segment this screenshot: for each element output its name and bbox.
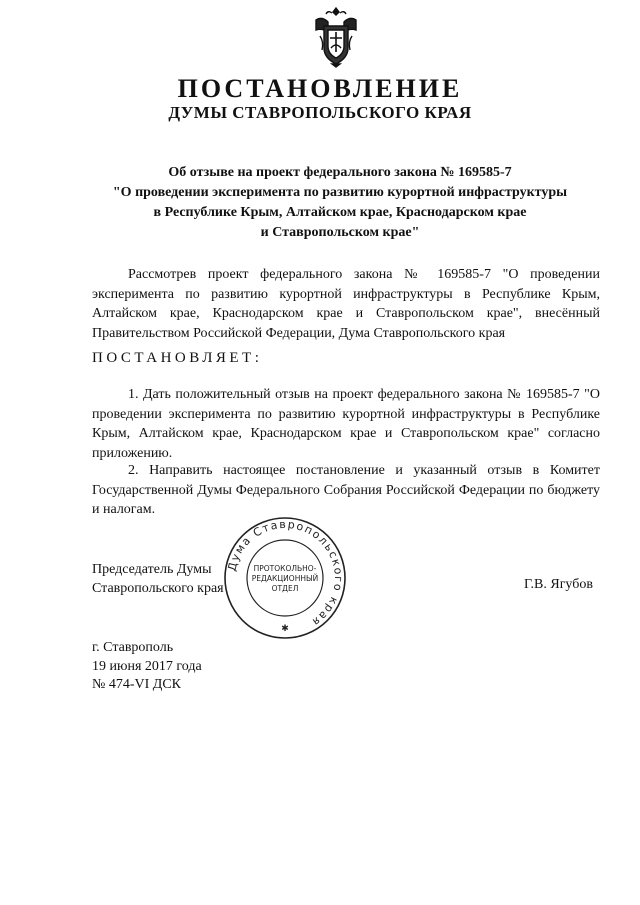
stamp-outer-text: Дума Ставропольского края [225, 517, 346, 630]
issue-city: г. Ставрополь [92, 640, 174, 655]
stamp-inner-line: ОТДЕЛ [271, 584, 299, 593]
decree-item-2: 2. Направить настоящее постановление и указанный отзыв в Комитет Государственной Думы Федерального Собрания Российской Федерации по бюджету и налогам. [92, 463, 600, 517]
document-subject [60, 163, 620, 243]
position-line: Председатель Думы [92, 562, 212, 577]
document-number: № 474-VI ДСК [92, 677, 182, 692]
document-title: ПОСТАНОВЛЕНИЕ [177, 74, 463, 103]
star-icon: ✱ [281, 623, 289, 633]
stamp-inner-line: РЕДАКЦИОННЫЙ [251, 574, 319, 583]
signatory-name: Г.В. Ягубов [524, 577, 593, 592]
official-stamp [222, 515, 348, 641]
signatory-position [92, 560, 224, 598]
coat-of-arms-icon [312, 6, 360, 68]
decree-item-1: 1. Дать положительный отзыв на проект федерального закона № 169585-7 "О проведении эксперимента по развитию курортной инфраструктуры в Республике Крым, Алтайском крае, Краснодарском крае и Ставропольском крае" согласно приложению. [92, 387, 600, 461]
document-footer [92, 639, 202, 695]
issue-date: 19 июня 2017 года [92, 658, 202, 674]
decree-heading: ПОСТАНОВЛЯЕТ: [92, 350, 263, 366]
subject-line: в Республике Крым, Алтайском крае, Краснодарском крае [153, 205, 527, 220]
subject-line: и Ставропольском крае" [260, 225, 420, 240]
document-subtitle: ДУМЫ СТАВРОПОЛЬСКОГО КРАЯ [168, 103, 472, 122]
position-line: Ставропольского края [92, 581, 224, 596]
subject-line: "О проведении эксперимента по развитию курортной инфраструктуры [112, 185, 568, 200]
subject-line: Об отзыве на проект федерального закона № 169585-7 [168, 165, 512, 180]
preamble-paragraph: Рассмотрев проект федерального закона № 169585-7 "О проведении эксперимента по развитию курортной инфраструктуры в Республике Крым, Алтайском крае, Краснодарском крае и Ставропольском крае", внесённый Правительством Российской Федерации, Дума Ставропольского края [92, 267, 600, 341]
stamp-inner-line: ПРОТОКОЛЬНО- [253, 564, 317, 573]
